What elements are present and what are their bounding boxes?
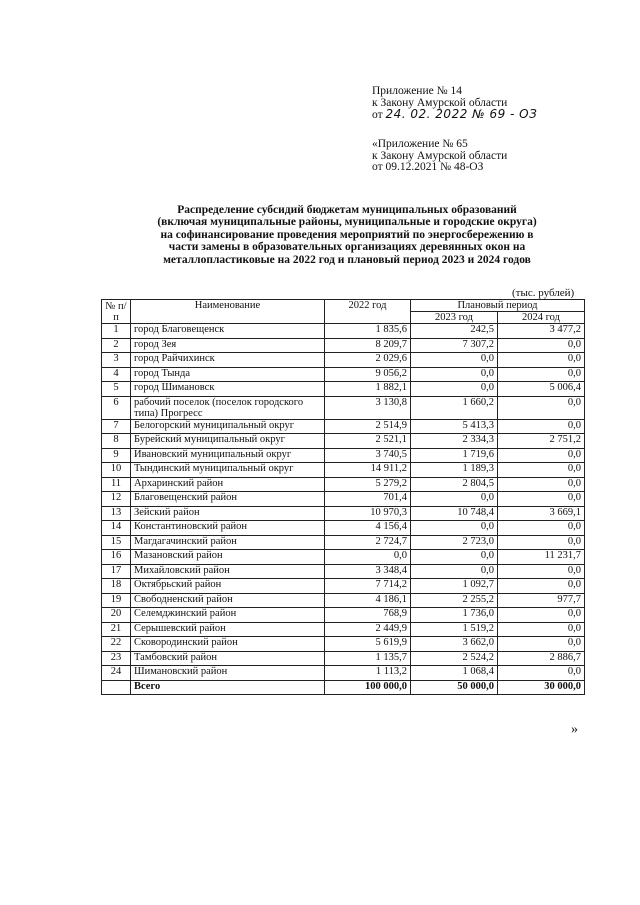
value-2022: 768,9 (325, 608, 411, 623)
value-2022: 5 279,2 (325, 477, 411, 492)
value-2024: 0,0 (498, 622, 585, 637)
row-name: Архаринский район (131, 477, 325, 492)
value-2024: 0,0 (498, 353, 585, 368)
row-number: 11 (102, 477, 131, 492)
value-2022: 3 740,5 (325, 448, 411, 463)
row-name: Ивановский муниципальный округ (131, 448, 325, 463)
title-line: Распределение субсидий бюджетам муниципальных образований (177, 204, 517, 216)
table-row (102, 564, 585, 579)
column-header-2023: 2023 год (411, 312, 498, 324)
table-total-row (102, 680, 585, 694)
row-number: 2 (102, 338, 131, 353)
row-name: Бурейский муниципальный округ (131, 434, 325, 449)
value-2024: 0,0 (498, 367, 585, 382)
value-2022: 4 156,4 (325, 521, 411, 536)
row-number: 12 (102, 492, 131, 507)
value-2024: 2 751,2 (498, 434, 585, 449)
total-2023: 50 000,0 (411, 680, 498, 694)
row-name: Магдагачинский район (131, 535, 325, 550)
value-2022: 7 714,2 (325, 579, 411, 594)
value-2022: 0,0 (325, 550, 411, 565)
value-2024: 0,0 (498, 396, 585, 419)
row-name: Белогорский муниципальный округ (131, 419, 325, 434)
table-row (102, 382, 585, 397)
value-2022: 2 029,6 (325, 353, 411, 368)
row-number: 20 (102, 608, 131, 623)
value-2023: 1 189,3 (411, 463, 498, 478)
value-2022: 2 449,9 (325, 622, 411, 637)
date-prefix: от (372, 109, 383, 121)
total-2022: 100 000,0 (325, 680, 411, 694)
closing-quote: » (571, 722, 578, 737)
value-2024: 0,0 (498, 338, 585, 353)
value-2023: 2 334,3 (411, 434, 498, 449)
value-2024: 0,0 (498, 463, 585, 478)
value-2024: 11 231,7 (498, 550, 585, 565)
row-name: Михайловский район (131, 564, 325, 579)
value-2022: 1 835,6 (325, 324, 411, 339)
law-reference: к Закону Амурской области (372, 96, 508, 109)
row-number: 23 (102, 651, 131, 666)
value-2023: 3 662,0 (411, 637, 498, 652)
row-name: Благовещенский район (131, 492, 325, 507)
row-name: Сковородинский район (131, 637, 325, 652)
value-2022: 9 056,2 (325, 367, 411, 382)
row-number: 17 (102, 564, 131, 579)
handwritten-date-number: 24. 02. 2022 № 69 - ОЗ (385, 107, 538, 121)
value-2022: 701,4 (325, 492, 411, 507)
table-row (102, 353, 585, 368)
table-row (102, 448, 585, 463)
value-2024: 0,0 (498, 666, 585, 681)
value-2023: 1 519,2 (411, 622, 498, 637)
column-header-number: № п/п (102, 300, 131, 324)
value-2024: 0,0 (498, 579, 585, 594)
value-2022: 14 911,2 (325, 463, 411, 478)
table-row (102, 637, 585, 652)
row-name: город Тында (131, 367, 325, 382)
table-row (102, 666, 585, 681)
row-number: 5 (102, 382, 131, 397)
value-2023: 1 660,2 (411, 396, 498, 419)
value-2022: 3 130,8 (325, 396, 411, 419)
row-name: Свободненский район (131, 593, 325, 608)
value-2024: 0,0 (498, 492, 585, 507)
value-2024: 3 477,2 (498, 324, 585, 339)
row-number: 8 (102, 434, 131, 449)
value-2023: 0,0 (411, 367, 498, 382)
table-body (102, 324, 585, 695)
row-name: город Райчихинск (131, 353, 325, 368)
value-2022: 2 724,7 (325, 535, 411, 550)
table-row (102, 506, 585, 521)
value-2022: 1 113,2 (325, 666, 411, 681)
title-line: металлопластиковые на 2022 год и плановый период 2023 и 2024 годов (163, 253, 531, 266)
value-2023: 0,0 (411, 550, 498, 565)
table-row (102, 651, 585, 666)
value-2022: 10 970,3 (325, 506, 411, 521)
table-row (102, 419, 585, 434)
value-2023: 1 719,6 (411, 448, 498, 463)
row-number: 1 (102, 324, 131, 339)
row-number: 14 (102, 521, 131, 536)
value-2022: 3 348,4 (325, 564, 411, 579)
row-number: 4 (102, 367, 131, 382)
table-row (102, 579, 585, 594)
table-row (102, 608, 585, 623)
amended-appendix-header (372, 139, 507, 174)
column-header-name: Наименование (131, 300, 325, 324)
value-2023: 1 092,7 (411, 579, 498, 594)
value-2022: 2 514,9 (325, 419, 411, 434)
row-number: 22 (102, 637, 131, 652)
value-2023: 242,5 (411, 324, 498, 339)
row-name: город Зея (131, 338, 325, 353)
table-row (102, 622, 585, 637)
value-2023: 1 068,4 (411, 666, 498, 681)
row-number: 19 (102, 593, 131, 608)
table-row (102, 396, 585, 419)
row-name: город Шимановск (131, 382, 325, 397)
row-name: Шимановский район (131, 666, 325, 681)
value-2024: 3 669,1 (498, 506, 585, 521)
value-2024: 0,0 (498, 608, 585, 623)
column-header-2022: 2022 год (325, 300, 411, 324)
column-header-plan-period: Плановый период (411, 300, 585, 312)
row-number: 13 (102, 506, 131, 521)
law-date-line (372, 109, 537, 122)
row-name: Селемджинский район (131, 608, 325, 623)
value-2023: 2 804,5 (411, 477, 498, 492)
table-row (102, 492, 585, 507)
row-name: Тындинский муниципальный округ (131, 463, 325, 478)
value-2022: 1 882,1 (325, 382, 411, 397)
value-2023: 1 736,0 (411, 608, 498, 623)
appendix-number: Приложение № 14 (372, 85, 462, 97)
row-number: 7 (102, 419, 131, 434)
row-number: 9 (102, 448, 131, 463)
value-2023: 7 307,2 (411, 338, 498, 353)
row-number: 18 (102, 579, 131, 594)
column-header-2024: 2024 год (498, 312, 585, 324)
value-2023: 2 255,2 (411, 593, 498, 608)
value-2024: 2 886,7 (498, 651, 585, 666)
value-2023: 0,0 (411, 564, 498, 579)
row-name: Константиновский район (131, 521, 325, 536)
row-name: город Благовещенск (131, 324, 325, 339)
value-2023: 2 524,2 (411, 651, 498, 666)
amended-law-reference: к Закону Амурской области (372, 149, 508, 162)
row-name: Серышевский район (131, 622, 325, 637)
value-2022: 4 186,1 (325, 593, 411, 608)
value-2023: 2 723,0 (411, 535, 498, 550)
amended-appendix-number: «Приложение № 65 (372, 138, 468, 150)
title-line: (включая муниципальные районы, муниципальные и городские округа) (157, 216, 537, 229)
table-row (102, 477, 585, 492)
row-name: Тамбовский район (131, 651, 325, 666)
value-2024: 0,0 (498, 419, 585, 434)
table-row (102, 463, 585, 478)
row-number: 24 (102, 666, 131, 681)
unit-label: (тыс. рублей) (512, 287, 575, 299)
row-name: Октябрьский район (131, 579, 325, 594)
total-2024: 30 000,0 (498, 680, 585, 694)
value-2023: 10 748,4 (411, 506, 498, 521)
subsidy-table (101, 299, 585, 695)
value-2023: 0,0 (411, 521, 498, 536)
value-2024: 0,0 (498, 637, 585, 652)
value-2024: 0,0 (498, 535, 585, 550)
table-row (102, 434, 585, 449)
value-2022: 8 209,7 (325, 338, 411, 353)
value-2024: 0,0 (498, 477, 585, 492)
value-2022: 2 521,1 (325, 434, 411, 449)
table-row (102, 550, 585, 565)
value-2022: 1 135,7 (325, 651, 411, 666)
row-name: Мазановский район (131, 550, 325, 565)
row-name: рабочий поселок (поселок городского типа) Прогресс (131, 396, 325, 419)
table-row (102, 324, 585, 339)
amended-law-date: от 09.12.2021 № 48-ОЗ (372, 161, 484, 173)
value-2024: 977,7 (498, 593, 585, 608)
title-line: части замены в образовательных организациях деревянных окон на (168, 241, 526, 254)
value-2024: 5 006,4 (498, 382, 585, 397)
total-number-cell (102, 680, 131, 694)
row-name: Зейский район (131, 506, 325, 521)
total-label: Всего (131, 680, 325, 694)
title-line: на софинансирование проведения мероприятий по энергосбережению в (160, 228, 534, 241)
value-2023: 5 413,3 (411, 419, 498, 434)
value-2023: 0,0 (411, 492, 498, 507)
row-number: 6 (102, 396, 131, 419)
table-row (102, 535, 585, 550)
value-2023: 0,0 (411, 353, 498, 368)
row-number: 21 (102, 622, 131, 637)
table-row (102, 593, 585, 608)
appendix-header (372, 86, 537, 122)
value-2023: 0,0 (411, 382, 498, 397)
value-2024: 0,0 (498, 564, 585, 579)
value-2022: 5 619,9 (325, 637, 411, 652)
value-2024: 0,0 (498, 448, 585, 463)
row-number: 15 (102, 535, 131, 550)
row-number: 10 (102, 463, 131, 478)
row-number: 16 (102, 550, 131, 565)
document-title (112, 204, 582, 266)
table-row (102, 521, 585, 536)
value-2024: 0,0 (498, 521, 585, 536)
table-row (102, 367, 585, 382)
table-row (102, 338, 585, 353)
row-number: 3 (102, 353, 131, 368)
